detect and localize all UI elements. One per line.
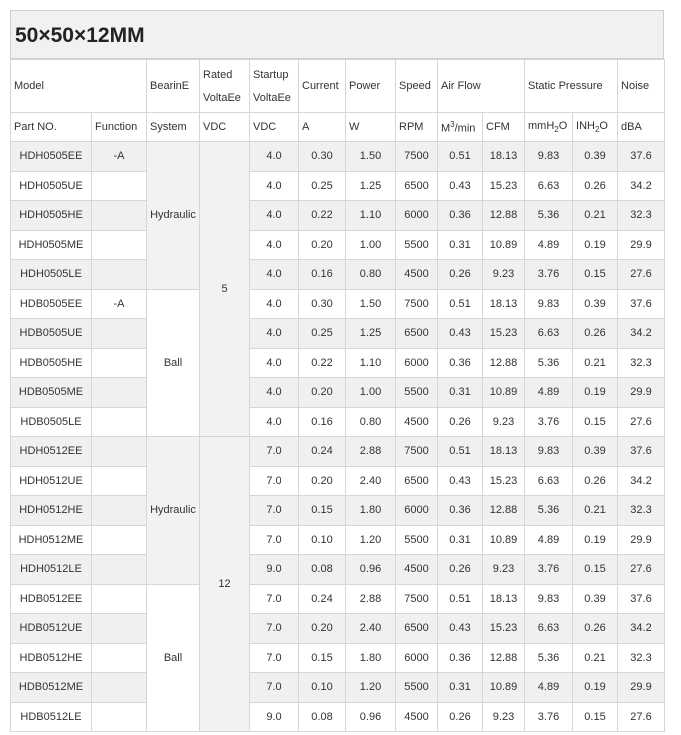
cell-pressure-mmh2o: 3.76 (525, 702, 573, 732)
cell-bearing-system: Hydraulic (147, 437, 200, 585)
cell-current-a: 0.10 (299, 525, 346, 555)
header-part-no: Part NO. (11, 113, 92, 142)
cell-pressure-inh2o: 0.26 (573, 319, 618, 349)
cell-speed-rpm: 6000 (396, 201, 438, 231)
cell-speed-rpm: 6000 (396, 643, 438, 673)
table-row (11, 230, 665, 260)
table-row (11, 702, 665, 732)
header-unit-a: A (299, 113, 346, 142)
cell-part-no: HDB0505HE (11, 348, 92, 378)
header-rated-line1: Rated (203, 69, 233, 81)
cell-startup-vdc: 4.0 (250, 319, 299, 349)
cell-speed-rpm: 5500 (396, 378, 438, 408)
inh2o-a: INH (576, 119, 595, 132)
m3-tail: /min (454, 122, 476, 135)
table-row (11, 319, 665, 349)
table-row (11, 584, 665, 614)
header-rated-line2: VoltaEe (203, 92, 241, 104)
cell-current-a: 0.08 (299, 702, 346, 732)
mmh2o-sub: 2 (554, 125, 559, 135)
cell-startup-vdc: 7.0 (250, 614, 299, 644)
cell-bearing-system: Hydraulic (147, 142, 200, 290)
cell-part-no: HDH0505EE (11, 142, 92, 172)
table-row (11, 525, 665, 555)
table-row (11, 378, 665, 408)
page-title: 50×50×12MM (15, 24, 145, 47)
cell-airflow-m3min: 0.43 (438, 171, 483, 201)
header-vdc-startup: VDC (250, 113, 299, 142)
cell-rated-voltage: 5 (200, 142, 250, 437)
header-unit-m3min (438, 113, 483, 142)
cell-pressure-inh2o: 0.19 (573, 525, 618, 555)
cell-part-no: HDB0512EE (11, 584, 92, 614)
cell-startup-vdc: 7.0 (250, 643, 299, 673)
cell-part-no: HDH0512UE (11, 466, 92, 496)
cell-current-a: 0.16 (299, 407, 346, 437)
cell-function (92, 407, 147, 437)
cell-function (92, 673, 147, 703)
cell-pressure-inh2o: 0.21 (573, 496, 618, 526)
cell-part-no: HDB0505EE (11, 289, 92, 319)
cell-speed-rpm: 5500 (396, 525, 438, 555)
cell-current-a: 0.22 (299, 348, 346, 378)
cell-pressure-inh2o: 0.21 (573, 643, 618, 673)
cell-pressure-mmh2o: 6.63 (525, 171, 573, 201)
cell-airflow-m3min: 0.31 (438, 230, 483, 260)
cell-function (92, 319, 147, 349)
cell-pressure-inh2o: 0.15 (573, 702, 618, 732)
cell-function (92, 201, 147, 231)
cell-current-a: 0.20 (299, 378, 346, 408)
cell-noise-dba: 32.3 (618, 348, 665, 378)
cell-function (92, 171, 147, 201)
table-row (11, 348, 665, 378)
cell-function: -A (92, 289, 147, 319)
header-vdc-rated: VDC (200, 113, 250, 142)
cell-airflow-cfm: 9.23 (483, 407, 525, 437)
cell-airflow-cfm: 18.13 (483, 584, 525, 614)
cell-part-no: HDH0512EE (11, 437, 92, 467)
cell-pressure-mmh2o: 5.36 (525, 496, 573, 526)
cell-pressure-inh2o: 0.19 (573, 378, 618, 408)
cell-airflow-cfm: 12.88 (483, 201, 525, 231)
cell-pressure-inh2o: 0.15 (573, 260, 618, 290)
header-model: Model (11, 60, 147, 113)
cell-pressure-mmh2o: 5.36 (525, 348, 573, 378)
cell-airflow-m3min: 0.43 (438, 466, 483, 496)
cell-airflow-m3min: 0.36 (438, 496, 483, 526)
cell-power-w: 1.20 (346, 525, 396, 555)
header-startup-line1: Startup (253, 69, 289, 81)
cell-function (92, 584, 147, 614)
header-noise: Noise (618, 60, 665, 113)
cell-noise-dba: 37.6 (618, 142, 665, 172)
mmh2o-a: mmH (528, 119, 555, 132)
cell-noise-dba: 27.6 (618, 555, 665, 585)
cell-speed-rpm: 4500 (396, 407, 438, 437)
cell-airflow-cfm: 18.13 (483, 289, 525, 319)
cell-function (92, 466, 147, 496)
cell-pressure-inh2o: 0.15 (573, 407, 618, 437)
cell-airflow-m3min: 0.51 (438, 289, 483, 319)
cell-current-a: 0.20 (299, 230, 346, 260)
header-system: System (147, 113, 200, 142)
cell-noise-dba: 34.2 (618, 171, 665, 201)
cell-noise-dba: 37.6 (618, 289, 665, 319)
cell-airflow-cfm: 12.88 (483, 643, 525, 673)
cell-speed-rpm: 6500 (396, 614, 438, 644)
cell-current-a: 0.20 (299, 614, 346, 644)
cell-startup-vdc: 4.0 (250, 201, 299, 231)
cell-current-a: 0.20 (299, 466, 346, 496)
cell-speed-rpm: 7500 (396, 437, 438, 467)
cell-power-w: 0.80 (346, 407, 396, 437)
cell-airflow-m3min: 0.51 (438, 142, 483, 172)
cell-speed-rpm: 4500 (396, 260, 438, 290)
cell-startup-vdc: 4.0 (250, 378, 299, 408)
cell-airflow-cfm: 18.13 (483, 437, 525, 467)
header-airflow: Air Flow (438, 60, 525, 113)
cell-pressure-inh2o: 0.39 (573, 142, 618, 172)
cell-startup-vdc: 4.0 (250, 407, 299, 437)
mmh2o-b: O (558, 119, 568, 132)
cell-noise-dba: 29.9 (618, 525, 665, 555)
table-row (11, 171, 665, 201)
table-row (11, 289, 665, 319)
table-row (11, 201, 665, 231)
cell-pressure-inh2o: 0.21 (573, 201, 618, 231)
cell-pressure-inh2o: 0.21 (573, 348, 618, 378)
cell-airflow-cfm: 10.89 (483, 525, 525, 555)
cell-power-w: 1.00 (346, 230, 396, 260)
header-speed: Speed (396, 60, 438, 113)
cell-noise-dba: 32.3 (618, 201, 665, 231)
cell-airflow-cfm: 15.23 (483, 171, 525, 201)
cell-function: -A (92, 142, 147, 172)
cell-airflow-m3min: 0.36 (438, 201, 483, 231)
m3-base: M (441, 122, 451, 135)
cell-pressure-mmh2o: 4.89 (525, 673, 573, 703)
cell-power-w: 1.50 (346, 289, 396, 319)
cell-part-no: HDB0505UE (11, 319, 92, 349)
cell-power-w: 1.80 (346, 643, 396, 673)
cell-function (92, 378, 147, 408)
cell-speed-rpm: 5500 (396, 673, 438, 703)
cell-startup-vdc: 7.0 (250, 466, 299, 496)
cell-pressure-inh2o: 0.39 (573, 584, 618, 614)
cell-power-w: 1.10 (346, 201, 396, 231)
fan-spec-table (10, 59, 665, 732)
cell-noise-dba: 34.2 (618, 466, 665, 496)
cell-airflow-m3min: 0.36 (438, 348, 483, 378)
cell-pressure-inh2o: 0.39 (573, 437, 618, 467)
cell-part-no: HDB0505ME (11, 378, 92, 408)
cell-noise-dba: 37.6 (618, 584, 665, 614)
cell-startup-vdc: 9.0 (250, 555, 299, 585)
cell-power-w: 2.40 (346, 466, 396, 496)
header-unit-cfm: CFM (483, 113, 525, 142)
header-function: Function (92, 113, 147, 142)
header-unit-rpm: RPM (396, 113, 438, 142)
cell-airflow-m3min: 0.51 (438, 437, 483, 467)
cell-function (92, 702, 147, 732)
cell-power-w: 0.80 (346, 260, 396, 290)
table-row (11, 643, 665, 673)
header-static-pressure: Static Pressure (525, 60, 618, 113)
cell-noise-dba: 34.2 (618, 319, 665, 349)
cell-speed-rpm: 6500 (396, 171, 438, 201)
cell-startup-vdc: 4.0 (250, 230, 299, 260)
cell-pressure-mmh2o: 3.76 (525, 555, 573, 585)
table-row (11, 437, 665, 467)
cell-part-no: HDH0512ME (11, 525, 92, 555)
cell-pressure-mmh2o: 6.63 (525, 614, 573, 644)
cell-function (92, 496, 147, 526)
cell-current-a: 0.08 (299, 555, 346, 585)
cell-speed-rpm: 6500 (396, 319, 438, 349)
cell-part-no: HDB0512HE (11, 643, 92, 673)
cell-pressure-mmh2o: 6.63 (525, 466, 573, 496)
cell-bearing-system: Ball (147, 584, 200, 732)
cell-part-no: HDB0512UE (11, 614, 92, 644)
cell-pressure-mmh2o: 5.36 (525, 643, 573, 673)
cell-noise-dba: 32.3 (618, 643, 665, 673)
cell-pressure-mmh2o: 4.89 (525, 525, 573, 555)
cell-part-no: HDH0505ME (11, 230, 92, 260)
cell-airflow-cfm: 10.89 (483, 378, 525, 408)
cell-current-a: 0.15 (299, 496, 346, 526)
cell-power-w: 2.40 (346, 614, 396, 644)
header-unit-dba: dBA (618, 113, 665, 142)
m3-sup: 3 (450, 119, 455, 129)
header-startup-line2: VoltaEe (253, 92, 291, 104)
cell-power-w: 1.10 (346, 348, 396, 378)
cell-noise-dba: 27.6 (618, 260, 665, 290)
cell-pressure-mmh2o: 3.76 (525, 260, 573, 290)
cell-speed-rpm: 7500 (396, 142, 438, 172)
cell-power-w: 1.25 (346, 319, 396, 349)
cell-pressure-mmh2o: 4.89 (525, 230, 573, 260)
cell-speed-rpm: 6000 (396, 348, 438, 378)
cell-pressure-inh2o: 0.39 (573, 289, 618, 319)
cell-power-w: 1.80 (346, 496, 396, 526)
cell-pressure-inh2o: 0.26 (573, 171, 618, 201)
cell-bearing-system: Ball (147, 289, 200, 437)
cell-noise-dba: 29.9 (618, 378, 665, 408)
cell-speed-rpm: 7500 (396, 289, 438, 319)
cell-startup-vdc: 4.0 (250, 348, 299, 378)
cell-startup-vdc: 7.0 (250, 525, 299, 555)
header-unit-inh2o (573, 113, 618, 142)
header-rated-voltage (200, 60, 250, 113)
cell-function (92, 614, 147, 644)
cell-airflow-cfm: 18.13 (483, 142, 525, 172)
table-row (11, 673, 665, 703)
cell-noise-dba: 27.6 (618, 407, 665, 437)
header-unit-w: W (346, 113, 396, 142)
table-row (11, 614, 665, 644)
cell-part-no: HDB0512LE (11, 702, 92, 732)
cell-pressure-mmh2o: 6.63 (525, 319, 573, 349)
cell-pressure-inh2o: 0.19 (573, 230, 618, 260)
cell-pressure-mmh2o: 4.89 (525, 378, 573, 408)
cell-pressure-mmh2o: 3.76 (525, 407, 573, 437)
cell-current-a: 0.22 (299, 201, 346, 231)
cell-pressure-mmh2o: 9.83 (525, 584, 573, 614)
cell-airflow-cfm: 10.89 (483, 673, 525, 703)
header-startup-voltage (250, 60, 299, 113)
header-row-1 (11, 60, 665, 113)
inh2o-sub: 2 (594, 125, 600, 135)
cell-current-a: 0.24 (299, 584, 346, 614)
cell-function (92, 525, 147, 555)
inh2o-b: O (599, 119, 608, 132)
cell-current-a: 0.24 (299, 437, 346, 467)
spec-sheet (10, 10, 664, 732)
cell-airflow-m3min: 0.31 (438, 525, 483, 555)
cell-pressure-inh2o: 0.26 (573, 614, 618, 644)
cell-airflow-m3min: 0.51 (438, 584, 483, 614)
cell-airflow-cfm: 10.89 (483, 230, 525, 260)
cell-function (92, 643, 147, 673)
cell-function (92, 230, 147, 260)
cell-airflow-cfm: 15.23 (483, 614, 525, 644)
cell-power-w: 2.88 (346, 437, 396, 467)
cell-current-a: 0.15 (299, 643, 346, 673)
cell-function (92, 260, 147, 290)
table-row (11, 260, 665, 290)
table-row (11, 496, 665, 526)
cell-airflow-m3min: 0.26 (438, 702, 483, 732)
cell-noise-dba: 27.6 (618, 702, 665, 732)
cell-startup-vdc: 7.0 (250, 584, 299, 614)
cell-power-w: 1.20 (346, 673, 396, 703)
table-row (11, 555, 665, 585)
cell-part-no: HDH0512LE (11, 555, 92, 585)
table-row (11, 407, 665, 437)
cell-airflow-m3min: 0.36 (438, 643, 483, 673)
header-current: Current (299, 60, 346, 113)
cell-power-w: 1.00 (346, 378, 396, 408)
cell-part-no: HDB0512ME (11, 673, 92, 703)
cell-noise-dba: 37.6 (618, 437, 665, 467)
cell-airflow-m3min: 0.43 (438, 614, 483, 644)
cell-power-w: 0.96 (346, 555, 396, 585)
cell-current-a: 0.10 (299, 673, 346, 703)
cell-pressure-inh2o: 0.26 (573, 466, 618, 496)
cell-airflow-m3min: 0.31 (438, 673, 483, 703)
cell-noise-dba: 29.9 (618, 230, 665, 260)
cell-current-a: 0.25 (299, 319, 346, 349)
table-row (11, 466, 665, 496)
cell-airflow-m3min: 0.26 (438, 555, 483, 585)
cell-power-w: 0.96 (346, 702, 396, 732)
cell-speed-rpm: 7500 (396, 584, 438, 614)
cell-airflow-cfm: 9.23 (483, 260, 525, 290)
cell-power-w: 2.88 (346, 584, 396, 614)
cell-rated-voltage: 12 (200, 437, 250, 732)
cell-startup-vdc: 7.0 (250, 437, 299, 467)
cell-speed-rpm: 6500 (396, 466, 438, 496)
cell-airflow-cfm: 15.23 (483, 319, 525, 349)
cell-pressure-mmh2o: 9.83 (525, 142, 573, 172)
cell-pressure-mmh2o: 9.83 (525, 289, 573, 319)
cell-startup-vdc: 4.0 (250, 289, 299, 319)
cell-airflow-m3min: 0.43 (438, 319, 483, 349)
cell-current-a: 0.25 (299, 171, 346, 201)
cell-startup-vdc: 7.0 (250, 673, 299, 703)
cell-power-w: 1.25 (346, 171, 396, 201)
header-row-2 (11, 113, 665, 142)
title-bar (10, 10, 664, 59)
cell-airflow-cfm: 9.23 (483, 555, 525, 585)
cell-pressure-inh2o: 0.15 (573, 555, 618, 585)
cell-airflow-m3min: 0.26 (438, 407, 483, 437)
cell-current-a: 0.30 (299, 289, 346, 319)
cell-startup-vdc: 7.0 (250, 496, 299, 526)
cell-startup-vdc: 4.0 (250, 260, 299, 290)
cell-function (92, 555, 147, 585)
table-row (11, 142, 665, 172)
cell-speed-rpm: 4500 (396, 555, 438, 585)
cell-noise-dba: 34.2 (618, 614, 665, 644)
cell-noise-dba: 32.3 (618, 496, 665, 526)
cell-airflow-cfm: 12.88 (483, 496, 525, 526)
cell-airflow-cfm: 9.23 (483, 702, 525, 732)
cell-part-no: HDH0512HE (11, 496, 92, 526)
header-unit-mmh2o (525, 113, 573, 142)
cell-speed-rpm: 5500 (396, 230, 438, 260)
cell-speed-rpm: 6000 (396, 496, 438, 526)
cell-function (92, 437, 147, 467)
cell-airflow-m3min: 0.26 (438, 260, 483, 290)
cell-current-a: 0.30 (299, 142, 346, 172)
cell-startup-vdc: 9.0 (250, 702, 299, 732)
cell-startup-vdc: 4.0 (250, 171, 299, 201)
header-power: Power (346, 60, 396, 113)
cell-part-no: HDH0505UE (11, 171, 92, 201)
cell-pressure-inh2o: 0.19 (573, 673, 618, 703)
cell-function (92, 348, 147, 378)
cell-current-a: 0.16 (299, 260, 346, 290)
cell-pressure-mmh2o: 9.83 (525, 437, 573, 467)
cell-noise-dba: 29.9 (618, 673, 665, 703)
header-bearing: BearinE (147, 60, 200, 113)
cell-speed-rpm: 4500 (396, 702, 438, 732)
cell-startup-vdc: 4.0 (250, 142, 299, 172)
cell-power-w: 1.50 (346, 142, 396, 172)
cell-airflow-cfm: 15.23 (483, 466, 525, 496)
cell-part-no: HDH0505LE (11, 260, 92, 290)
cell-pressure-mmh2o: 5.36 (525, 201, 573, 231)
cell-airflow-m3min: 0.31 (438, 378, 483, 408)
cell-airflow-cfm: 12.88 (483, 348, 525, 378)
cell-part-no: HDH0505HE (11, 201, 92, 231)
cell-part-no: HDB0505LE (11, 407, 92, 437)
